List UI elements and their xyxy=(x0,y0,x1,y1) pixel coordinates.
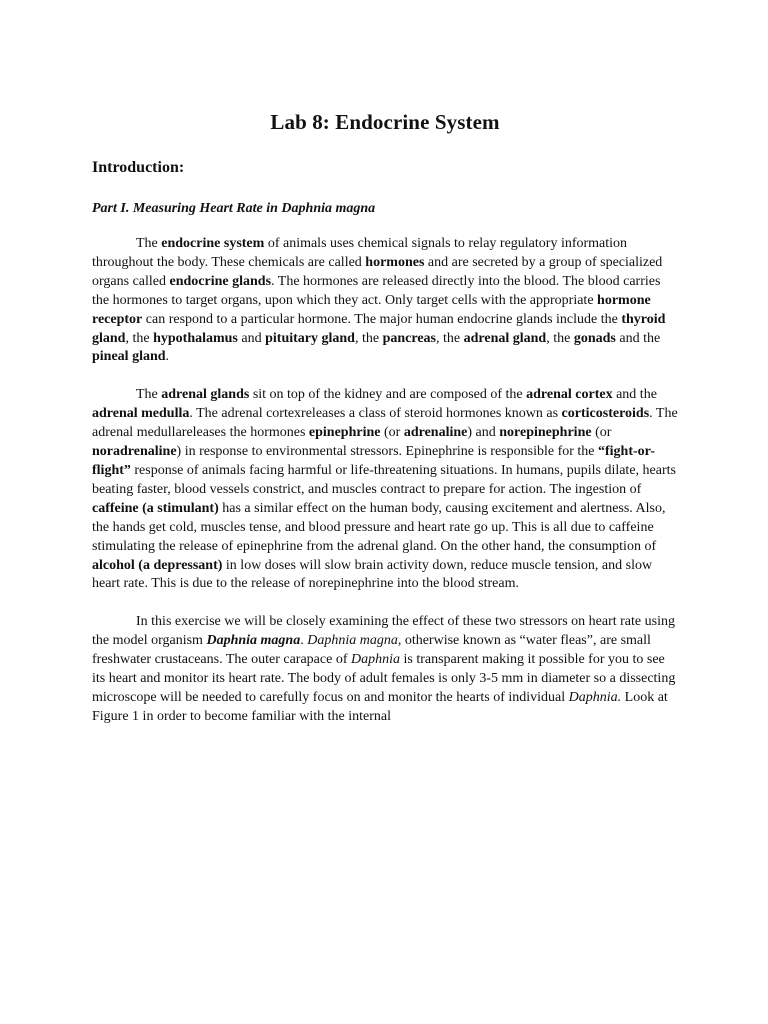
document-title: Lab 8: Endocrine System xyxy=(270,110,500,134)
text-run: , the xyxy=(125,330,154,346)
bold-term: pineal gland xyxy=(92,349,166,365)
bold-term: alcohol (a depressant) xyxy=(92,557,223,573)
bold-term: thyroid gland xyxy=(92,311,666,346)
bold-term: adrenal medulla xyxy=(92,406,190,422)
bold-term: pituitary gland xyxy=(265,330,355,346)
text-run: sit on top of the kidney and are composed of the xyxy=(249,387,527,403)
bold-term: caffeine (a stimulant) xyxy=(92,500,219,516)
paragraph-endocrine-system xyxy=(92,235,678,367)
bold-term: adrenal glands xyxy=(161,387,250,403)
bold-term: endocrine glands xyxy=(169,273,272,289)
bold-term: corticosteroids xyxy=(561,406,650,422)
bold-term: norepinephrine xyxy=(499,425,592,441)
bold-term: “fight-or-flight” xyxy=(92,444,656,478)
text-run: can respond to a particular hormone. The major human endocrine glands include the xyxy=(142,311,622,327)
text-run: has a similar effect on the human body, causing excitement and alertness. Also, the hands get cold, muscles tense, and blood pressure and heart rate go up. This is all due to caffeine stimulating the release of epinephrine from the adrenal gland. On the other hand, the consumption of xyxy=(92,500,666,554)
text-run: . The adrenal cortexreleases a class of steroid hormones known as xyxy=(189,406,562,422)
bold-term: epinephrine xyxy=(308,425,381,441)
bold-term: noradrenaline xyxy=(92,444,177,460)
italic-term: Daphnia magna xyxy=(307,633,398,649)
bold-term: adrenal cortex xyxy=(526,387,613,403)
bold-term: adrenal gland xyxy=(463,330,547,346)
text-run: , the xyxy=(436,330,464,346)
text-run: and xyxy=(237,330,266,346)
italic-term: Daphnia. xyxy=(568,689,622,705)
text-run: . xyxy=(165,349,170,365)
text-run: and are secreted by a group of specialized organs called xyxy=(92,254,663,289)
text-run: ) and xyxy=(467,425,500,441)
italic-term: Daphnia xyxy=(350,652,400,668)
text-run: . xyxy=(300,633,308,649)
text-run: (or xyxy=(380,425,404,441)
text-run: In this exercise we will be closely examining the effect of these two stressors on heart rate using the model organism xyxy=(92,614,675,649)
bold-term: hormones xyxy=(365,254,425,270)
part-heading: Part I. Measuring Heart Rate in Daphnia magna xyxy=(92,201,376,216)
bold-term: pancreas xyxy=(382,330,436,346)
text-run: The xyxy=(136,236,162,251)
text-run: The xyxy=(136,387,162,403)
text-run: ) in response to environmental stressors. Epinephrine is responsible for the xyxy=(176,444,598,460)
bold-term: hormone receptor xyxy=(92,292,651,327)
text-run: , the xyxy=(546,330,574,346)
text-run: (or xyxy=(591,425,612,441)
text-run: . The hormones are released directly into the blood. The blood carries the hormones to target organs, upon which they act. Only target cells with the appropriate xyxy=(92,273,661,308)
text-run: of animals uses chemical signals to relay regulatory information throughout the body. These chemicals are called xyxy=(92,236,628,270)
paragraph-daphnia-exercise xyxy=(92,613,678,726)
section-heading: Introduction: xyxy=(92,159,185,176)
bold-term: hypothalamus xyxy=(153,330,238,346)
text-run: and the xyxy=(612,387,657,403)
text-run: and the xyxy=(615,330,661,346)
text-run: Look at Figure 1 in order to become familiar with the internal xyxy=(92,689,668,724)
document-page xyxy=(92,110,678,746)
bold-italic-term: Daphnia magna xyxy=(206,633,301,649)
bold-term: adrenaline xyxy=(403,425,468,441)
text-run: , the xyxy=(354,330,383,346)
bold-term: gonads xyxy=(573,330,616,346)
bold-term: endocrine system xyxy=(161,236,265,251)
text-run: in low doses will slow brain activity down, reduce muscle tension, and slow heart rate. This is due to the release of norepinephrine into the blood stream. xyxy=(92,557,653,592)
text-run: , otherwise known as “water fleas”, are small freshwater crustaceans. The outer carapace of xyxy=(92,633,651,668)
paragraph-adrenal-glands xyxy=(92,386,678,594)
text-run: . The adrenal medullareleases the hormones xyxy=(92,406,678,441)
text-run: is transparent making it possible for you to see its heart and monitor its heart rate. The body of adult females is only 3-5 mm in diameter so a dissecting microscope will be needed to carefully focus on and monitor the hearts of individual xyxy=(92,652,676,705)
text-run: response of animals facing harmful or life-threatening situations. In humans, pupils dilate, hearts beating faster, blood vessels constrict, and muscles contract to prepare for action. The ingestion of xyxy=(92,462,676,497)
